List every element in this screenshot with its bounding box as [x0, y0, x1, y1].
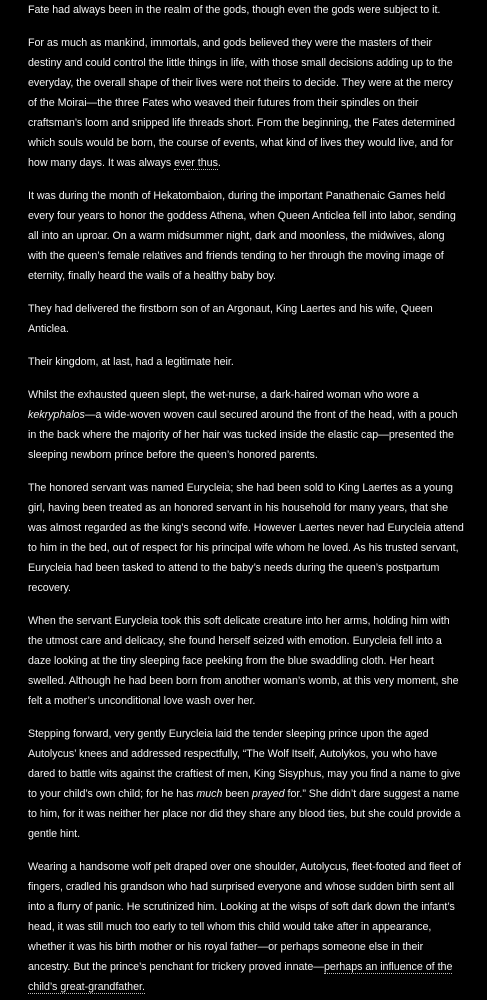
text-segment: The honored servant was named Eurycleia; she had been sold to King Laertes as a young girl, having been treated as an honored servant in his household for many years, that she was almost regarded as the king’s second wife. However Laertes never had Eurycleia attend to him in the bed, out of respect for his principal wife whom he loved. As his trusted servant, Eurycleia had been tasked to attend to the baby’s needs during the queen’s postpartum recovery. [28, 482, 464, 594]
text-segment: For as much as mankind, immortals, and gods believed they were the masters of their destiny and could control the little things in life, with those small decisions adding up to the everyday, the overall shape of their lives were not theirs to decide. They were at the mercy of the Moirai—the three Fates who weaved their futures from their spindles on their craftsman’s loom and snipped life threads short. From the beginning, the Fates determined which souls would be born, the course of events, what kind of lives they would live, and for how many days. It was always [28, 37, 455, 169]
italic-text: kekryphalos [28, 409, 85, 421]
text-segment: for.” She didn’t dare suggest a name to him, for it was neither her place nor did they share any blood ties, but she could provide a gentle hint. [28, 788, 461, 840]
paragraph [28, 611, 464, 711]
paragraph [28, 0, 464, 20]
text-segment: Wearing a handsome wolf pelt draped over one shoulder, Autolycus, fleet-footed and fleet of fingers, cradled his grandson who had surprised everyone and whose sudden birth sent all into a flurry of panic. He scrutinized him. Looking at the wisps of soft dark down the infant’s head, it was still much too early to tell whom this child would take after in appearance, whether it was his birth mother or his royal father—or perhaps someone else in their ancestry. But the prince’s penchant for trickery proved innate— [28, 861, 461, 973]
book-text [28, 0, 464, 1000]
paragraph [28, 299, 464, 339]
text-segment: been [222, 788, 253, 800]
paragraph [28, 724, 464, 844]
paragraph [28, 478, 464, 598]
text-segment: Fate had always been in the realm of the gods, though even the gods were subject to it. [28, 4, 441, 16]
text-segment: They had delivered the firstborn son of an Argonaut, King Laertes and his wife, Queen Anticlea. [28, 303, 433, 335]
text-segment: Whilst the exhausted queen slept, the wet-nurse, a dark-haired woman who wore a [28, 389, 419, 401]
italic-text: prayed [252, 788, 285, 800]
text-segment: Their kingdom, at last, had a legitimate heir. [28, 356, 234, 368]
text-segment: —a wide-woven woven caul secured around the front of the head, with a pouch in the back where the majority of her hair was tucked inside the elastic cap—presented the sleeping newborn prince before the queen’s honored parents. [28, 409, 458, 461]
text-segment: Stepping forward, very gently Eurycleia laid the tender sleeping prince upon the aged Autolycus’ knees and addressed respectfully, “The Wolf Itself, Autolykos, you who have dared to battle wits against the craftiest of men, King Sisyphus, may you find a name to give to your child’s own child; for he has [28, 728, 461, 800]
text-segment: . [217, 157, 221, 169]
paragraph [28, 385, 464, 465]
paragraph [28, 857, 464, 997]
text-segment: It was during the month of Hekatombaion, during the important Panathenaic Games held every four years to honor the goddess Athena, when Queen Anticlea fell into labor, sending all into an uproar. On a warm midsummer night, dark and moonless, the midwives, along with the queen’s female relatives and friends tending to her through the moving image of eternity, finally heard the wails of a healthy baby boy. [28, 190, 456, 282]
italic-text: much [196, 788, 223, 800]
highlighted-text: ever thus [174, 157, 218, 169]
text-segment: When the servant Eurycleia took this soft delicate creature into her arms, holding him with the utmost care and delicacy, she found herself seized with emotion. Eurycleia fell into a daze looking at the tiny sleeping face peeking from the blue swaddling cloth. Her heart swelled. Although he had been born from another woman’s womb, at this very moment, she felt a mother’s unconditional love wash over her. [28, 615, 459, 707]
bottom-fade [0, 994, 487, 1000]
paragraph [28, 352, 464, 372]
paragraph [28, 33, 464, 173]
highlighted-text: perhaps an influence of the child’s great-grandfather. [28, 961, 453, 993]
paragraph [28, 186, 464, 286]
